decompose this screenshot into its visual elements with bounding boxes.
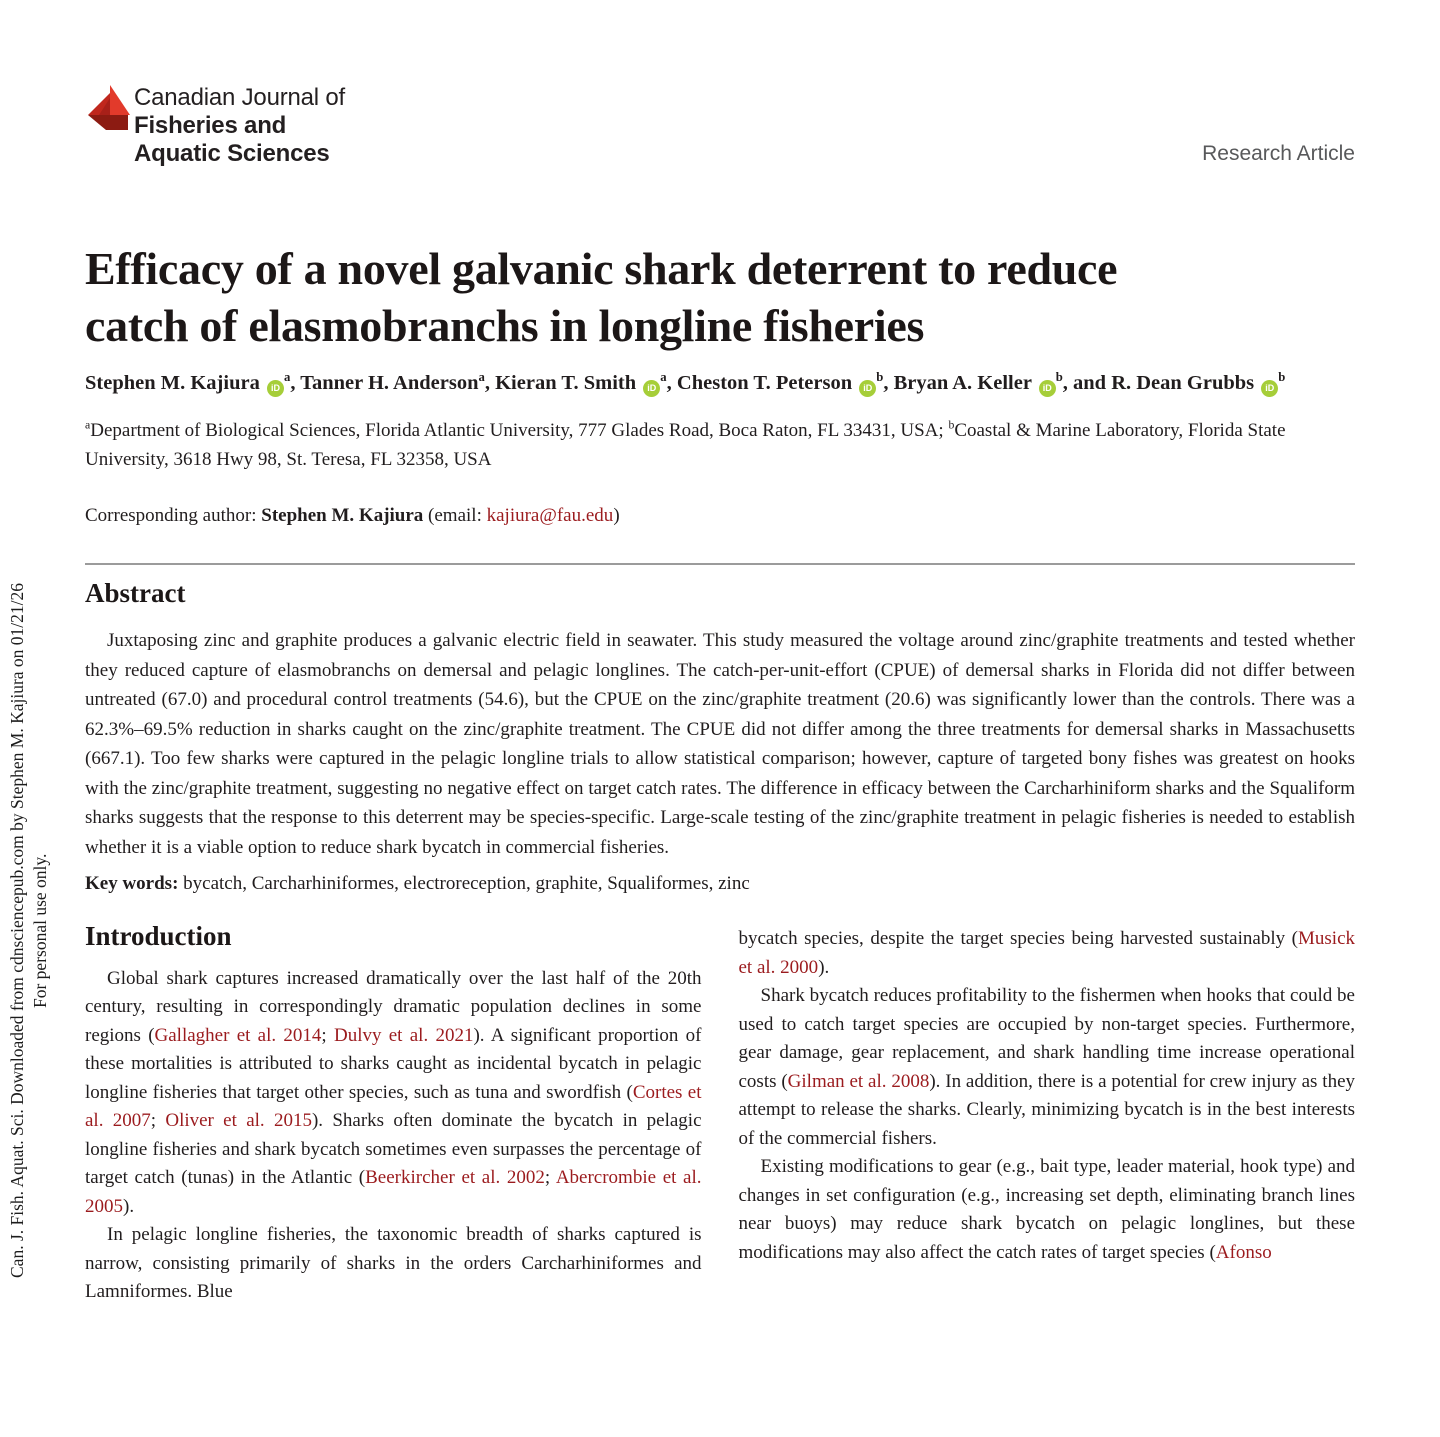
section-divider	[85, 563, 1355, 565]
introduction-section	[85, 898, 1355, 1307]
watermark-line1: Can. J. Fish. Aquat. Sci. Downloaded from cdnsciencepub.com by Stephen M. Kajiura on 01/21/26	[7, 582, 27, 1279]
affiliations: $^a$Department of Biological Sciences, Florida Atlantic University, 777 Glades Road, Boca Raton, FL 33431, USA; $^b$Coastal & Marine Laboratory, Florida State University, 3618 Hwy 98, St. Teresa, FL 32358, USA	[85, 418, 1286, 470]
orcid-icon[interactable]: iD	[1039, 380, 1056, 397]
citation-link[interactable]: Afonso	[1215, 1241, 1272, 1263]
affiliation-superscript: b	[1278, 370, 1286, 385]
masthead	[85, 84, 1355, 168]
affiliation-superscript: a	[283, 370, 291, 385]
affiliation-superscript: b	[1055, 370, 1063, 385]
affiliation-superscript: a	[85, 418, 91, 432]
authors-line: Stephen M. Kajiura $iD^a$, Tanner H. Anderson$^a$, Kieran T. Smith $iD^a$, Cheston T. Peterson $iD^b$, Bryan A. Keller $iD^b$, and R. Dean Grubbs $iD^b$	[85, 368, 1355, 399]
citation-link[interactable]: Musick et al. 2000	[738, 928, 1355, 978]
affiliation-superscript: b	[948, 418, 955, 432]
citation-link[interactable]: Dulvy et al. 2021	[333, 1024, 474, 1046]
journal-name-line1: Canadian Journal of	[134, 84, 346, 111]
article-type-label: Research Article	[1202, 142, 1355, 165]
citation-link[interactable]: Gilman et al. 2008	[787, 1070, 930, 1092]
journal-name-line2: Fisheries and	[134, 112, 287, 139]
bold-text: Stephen M. Kajiura	[261, 505, 424, 526]
journal-name	[134, 84, 345, 168]
page-title	[85, 240, 1355, 354]
maple-leaf-logo-icon	[85, 84, 132, 131]
journal-logo	[85, 84, 345, 168]
page-title-line2: catch of elasmobranchs in longline fisheries	[85, 300, 925, 351]
orcid-icon[interactable]: iD	[267, 380, 284, 397]
paragraph: Shark bycatch reduces profitability to the fishermen when hooks that could be used to catch target species are occupied by non-target species. Furthermore, gear damage, gear replacement, and shark handling time increase operational costs (Gilman et al. 2008). In addition, there is a potential for crew injury as they attempt to release the sharks. Clearly, minimizing bycatch is in the best interests of the commercial fishers.	[738, 985, 1355, 1149]
journal-name-line3: Aquatic Sciences	[134, 140, 330, 167]
abstract-heading: Abstract	[85, 578, 186, 608]
keywords-line: Key words: bycatch, Carcharhiniformes, electroreception, graphite, Squaliformes, zinc	[85, 873, 750, 894]
abstract-section	[85, 578, 1355, 898]
abstract-text: Juxtaposing zinc and graphite produces a galvanic electric field in seawater. This study measured the voltage around zinc/graphite treatments and tested whether they reduced capture of elasmobranchs on demersal and pelagic longlines. The catch-per-unit-effort (CPUE) of demersal sharks in Florida did not differ between untreated (67.0) and procedural control treatments (54.6), but the CPUE on the zinc/graphite treatment (20.6) was significantly lower than the controls. There was a 62.3%–69.5% reduction in sharks caught on the zinc/graphite treatment. The CPUE did not differ among the three treatments for demersal sharks in Massachusetts (667.1). Too few sharks were captured in the pelagic longline trials to allow statistical comparison; however, capture of targeted bony fishes was greatest on hooks with the zinc/graphite treatment, suggesting no negative effect on target catch rates. The difference in efficacy between the Carcharhiniform sharks and the Squaliform sharks suggests that the response to this deterrent may be species-specific. Large-scale testing of the zinc/graphite treatment in pelagic fisheries is needed to establish whether it is a viable option to reduce shark bycatch in commercial fisheries.	[85, 630, 1355, 858]
affiliation-superscript: a	[660, 370, 667, 385]
citation-link[interactable]: Gallagher et al. 2014	[154, 1024, 322, 1046]
paragraph: In pelagic longline fisheries, the taxonomic breadth of sharks captured is narrow, consisting primarily of sharks in the orders Carcharhiniformes and Lamniformes. Blue	[85, 1224, 702, 1302]
watermark-line2: For personal use only.	[30, 853, 50, 1008]
citation-link[interactable]: Abercrombie et al. 2005	[85, 1167, 702, 1217]
intro-left-column	[85, 898, 702, 1307]
email-link[interactable]: kajiura@fau.edu	[486, 505, 614, 526]
paragraph: Global shark captures increased dramatically over the last half of the 20th century, resulting in correspondingly dramatic population declines in some regions (Gallagher et al. 2014; Dulvy et al. 2021). A significant proportion of these mortalities is attributed to sharks caught as incidental bycatch in pelagic longline fisheries that target other species, such as tuna and swordfish (Cortes et al. 2007; Oliver et al. 2015). Sharks often dominate the bycatch in pelagic longline fisheries and shark bycatch sometimes even surpasses the percentage of target catch (tunas) in the Atlantic (Beerkircher et al. 2002; Abercrombie et al. 2005).	[85, 967, 702, 1217]
citation-link[interactable]: Beerkircher et al. 2002	[365, 1167, 545, 1188]
bold-text: Key words:	[85, 873, 184, 894]
paragraph: Existing modifications to gear (e.g., bait type, leader material, hook type) and changes in set configuration (e.g., increasing set depth, eliminating branch lines near buoys) may reduce shark bycatch on pelagic longlines, but these modifications may also affect the catch rates of target species (Afonso	[738, 1156, 1355, 1263]
orcid-icon[interactable]: iD	[643, 380, 660, 397]
corresponding-author: Corresponding author: Stephen M. Kajiura (email: kajiura@fau.edu)	[85, 505, 620, 526]
citation-link[interactable]: Cortes et al. 2007	[85, 1081, 702, 1131]
orcid-icon[interactable]: iD	[859, 380, 876, 397]
page-title-line1: Efficacy of a novel galvanic shark deterrent to reduce	[85, 243, 1118, 294]
introduction-heading: Introduction	[85, 921, 232, 951]
intro-right-column	[739, 898, 1356, 1307]
paragraph: bycatch species, despite the target species being harvested sustainably (Musick et al. 2000).	[738, 928, 1355, 978]
orcid-icon[interactable]: iD	[1261, 380, 1278, 397]
download-watermark	[6, 424, 58, 1437]
citation-link[interactable]: Oliver et al. 2015	[165, 1110, 312, 1131]
affiliation-superscript: b	[876, 370, 884, 385]
affiliation-superscript: a	[478, 370, 485, 385]
